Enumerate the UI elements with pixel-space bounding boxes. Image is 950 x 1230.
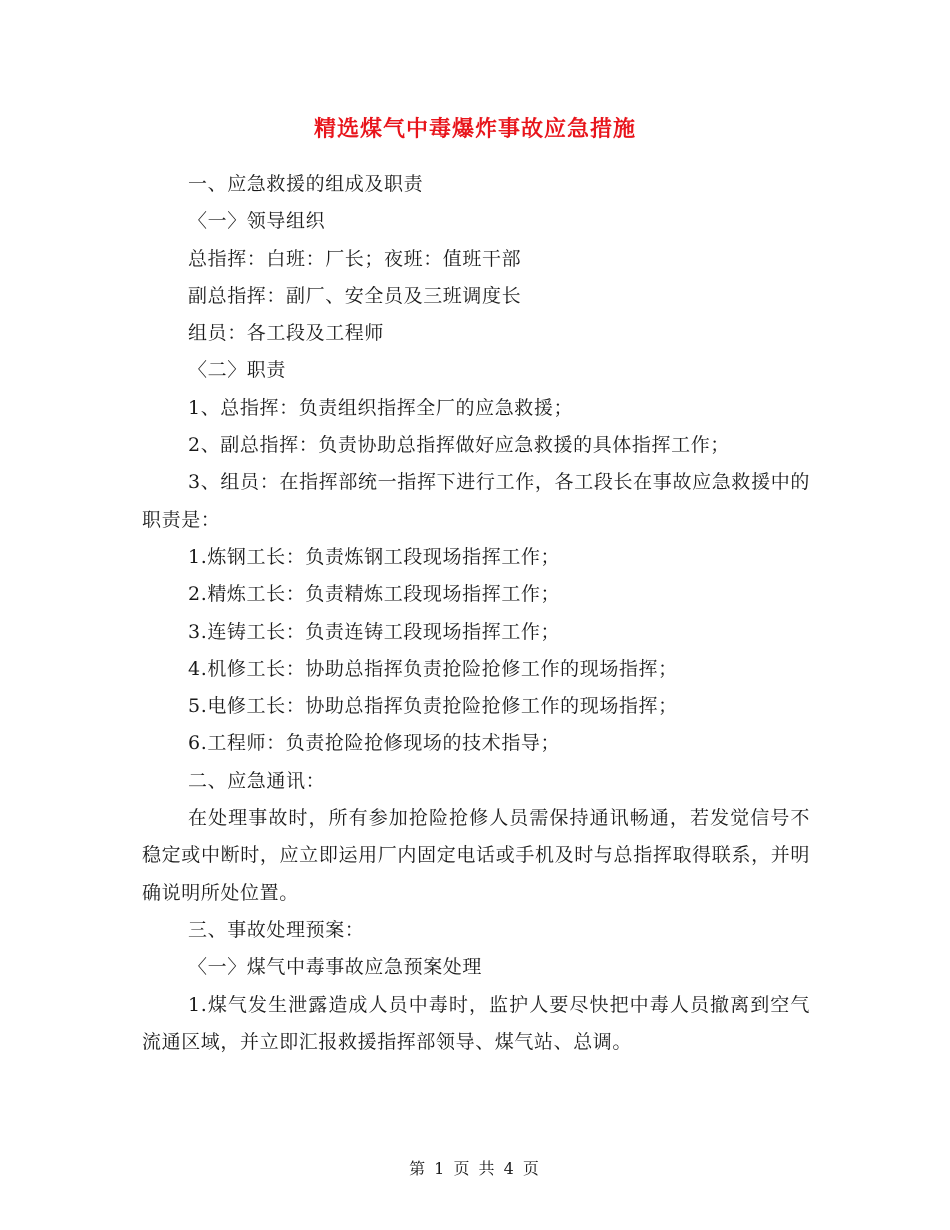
list-item-duty-1: 1、总指挥：负责组织指挥全厂的应急救援； [188, 396, 574, 419]
section-heading-2: 二、应急通讯： [188, 769, 326, 792]
subsection-heading-leadership: 〈一〉领导组织 [188, 210, 326, 233]
list-item-foreman-3: 3.连铸工长：负责连铸工段现场指挥工作； [188, 620, 561, 643]
section-heading-3: 三、事故处理预案： [188, 918, 365, 941]
list-item-duty-2: 2、副总指挥：负责协助总指挥做好应急救援的具体指挥工作； [188, 434, 730, 457]
paragraph-deputy-commander: 副总指挥：副厂、安全员及三班调度长 [188, 284, 522, 307]
paragraph-commander: 总指挥：白班：厂长；夜班：值班干部 [188, 247, 522, 270]
list-item-foreman-6: 6.工程师：负责抢险抢修现场的技术指导； [188, 732, 561, 755]
paragraph-gas-leak-procedure: 1.煤气发生泄露造成人员中毒时，监护人要尽快把中毒人员撤离到空气流通区域，并立即汇报救援指挥部领导、煤气站、总调。 [142, 993, 810, 1053]
subsection-heading-gas-poisoning: 〈一〉煤气中毒事故应急预案处理 [188, 956, 483, 979]
list-item-foreman-4: 4.机修工长：协助总指挥负责抢险抢修工作的现场指挥； [188, 657, 678, 680]
document-body [142, 166, 810, 1061]
paragraph-members: 组员：各工段及工程师 [188, 322, 385, 345]
document-title: 精选煤气中毒爆炸事故应急措施 [313, 117, 636, 142]
list-item-duty-3: 3、组员：在指挥部统一指挥下进行工作，各工段长在事故应急救援中的职责是： [142, 471, 810, 531]
section-heading-1: 一、应急救援的组成及职责 [188, 173, 424, 195]
page-number-footer: 第 1 页 共 4 页 [409, 1159, 541, 1178]
subsection-heading-duties: 〈二〉职责 [188, 359, 287, 382]
paragraph-communication: 在处理事故时，所有参加抢险抢修人员需保持通讯畅通，若发觉信号不稳定或中断时，应立即运用厂内固定电话或手机及时与总指挥取得联系，并明确说明所处位置。 [142, 807, 810, 904]
list-item-foreman-2: 2.精炼工长：负责精炼工段现场指挥工作； [188, 583, 561, 606]
list-item-foreman-1: 1.炼钢工长：负责炼钢工段现场指挥工作； [188, 545, 561, 568]
list-item-foreman-5: 5.电修工长：协助总指挥负责抢险抢修工作的现场指挥； [188, 695, 678, 718]
